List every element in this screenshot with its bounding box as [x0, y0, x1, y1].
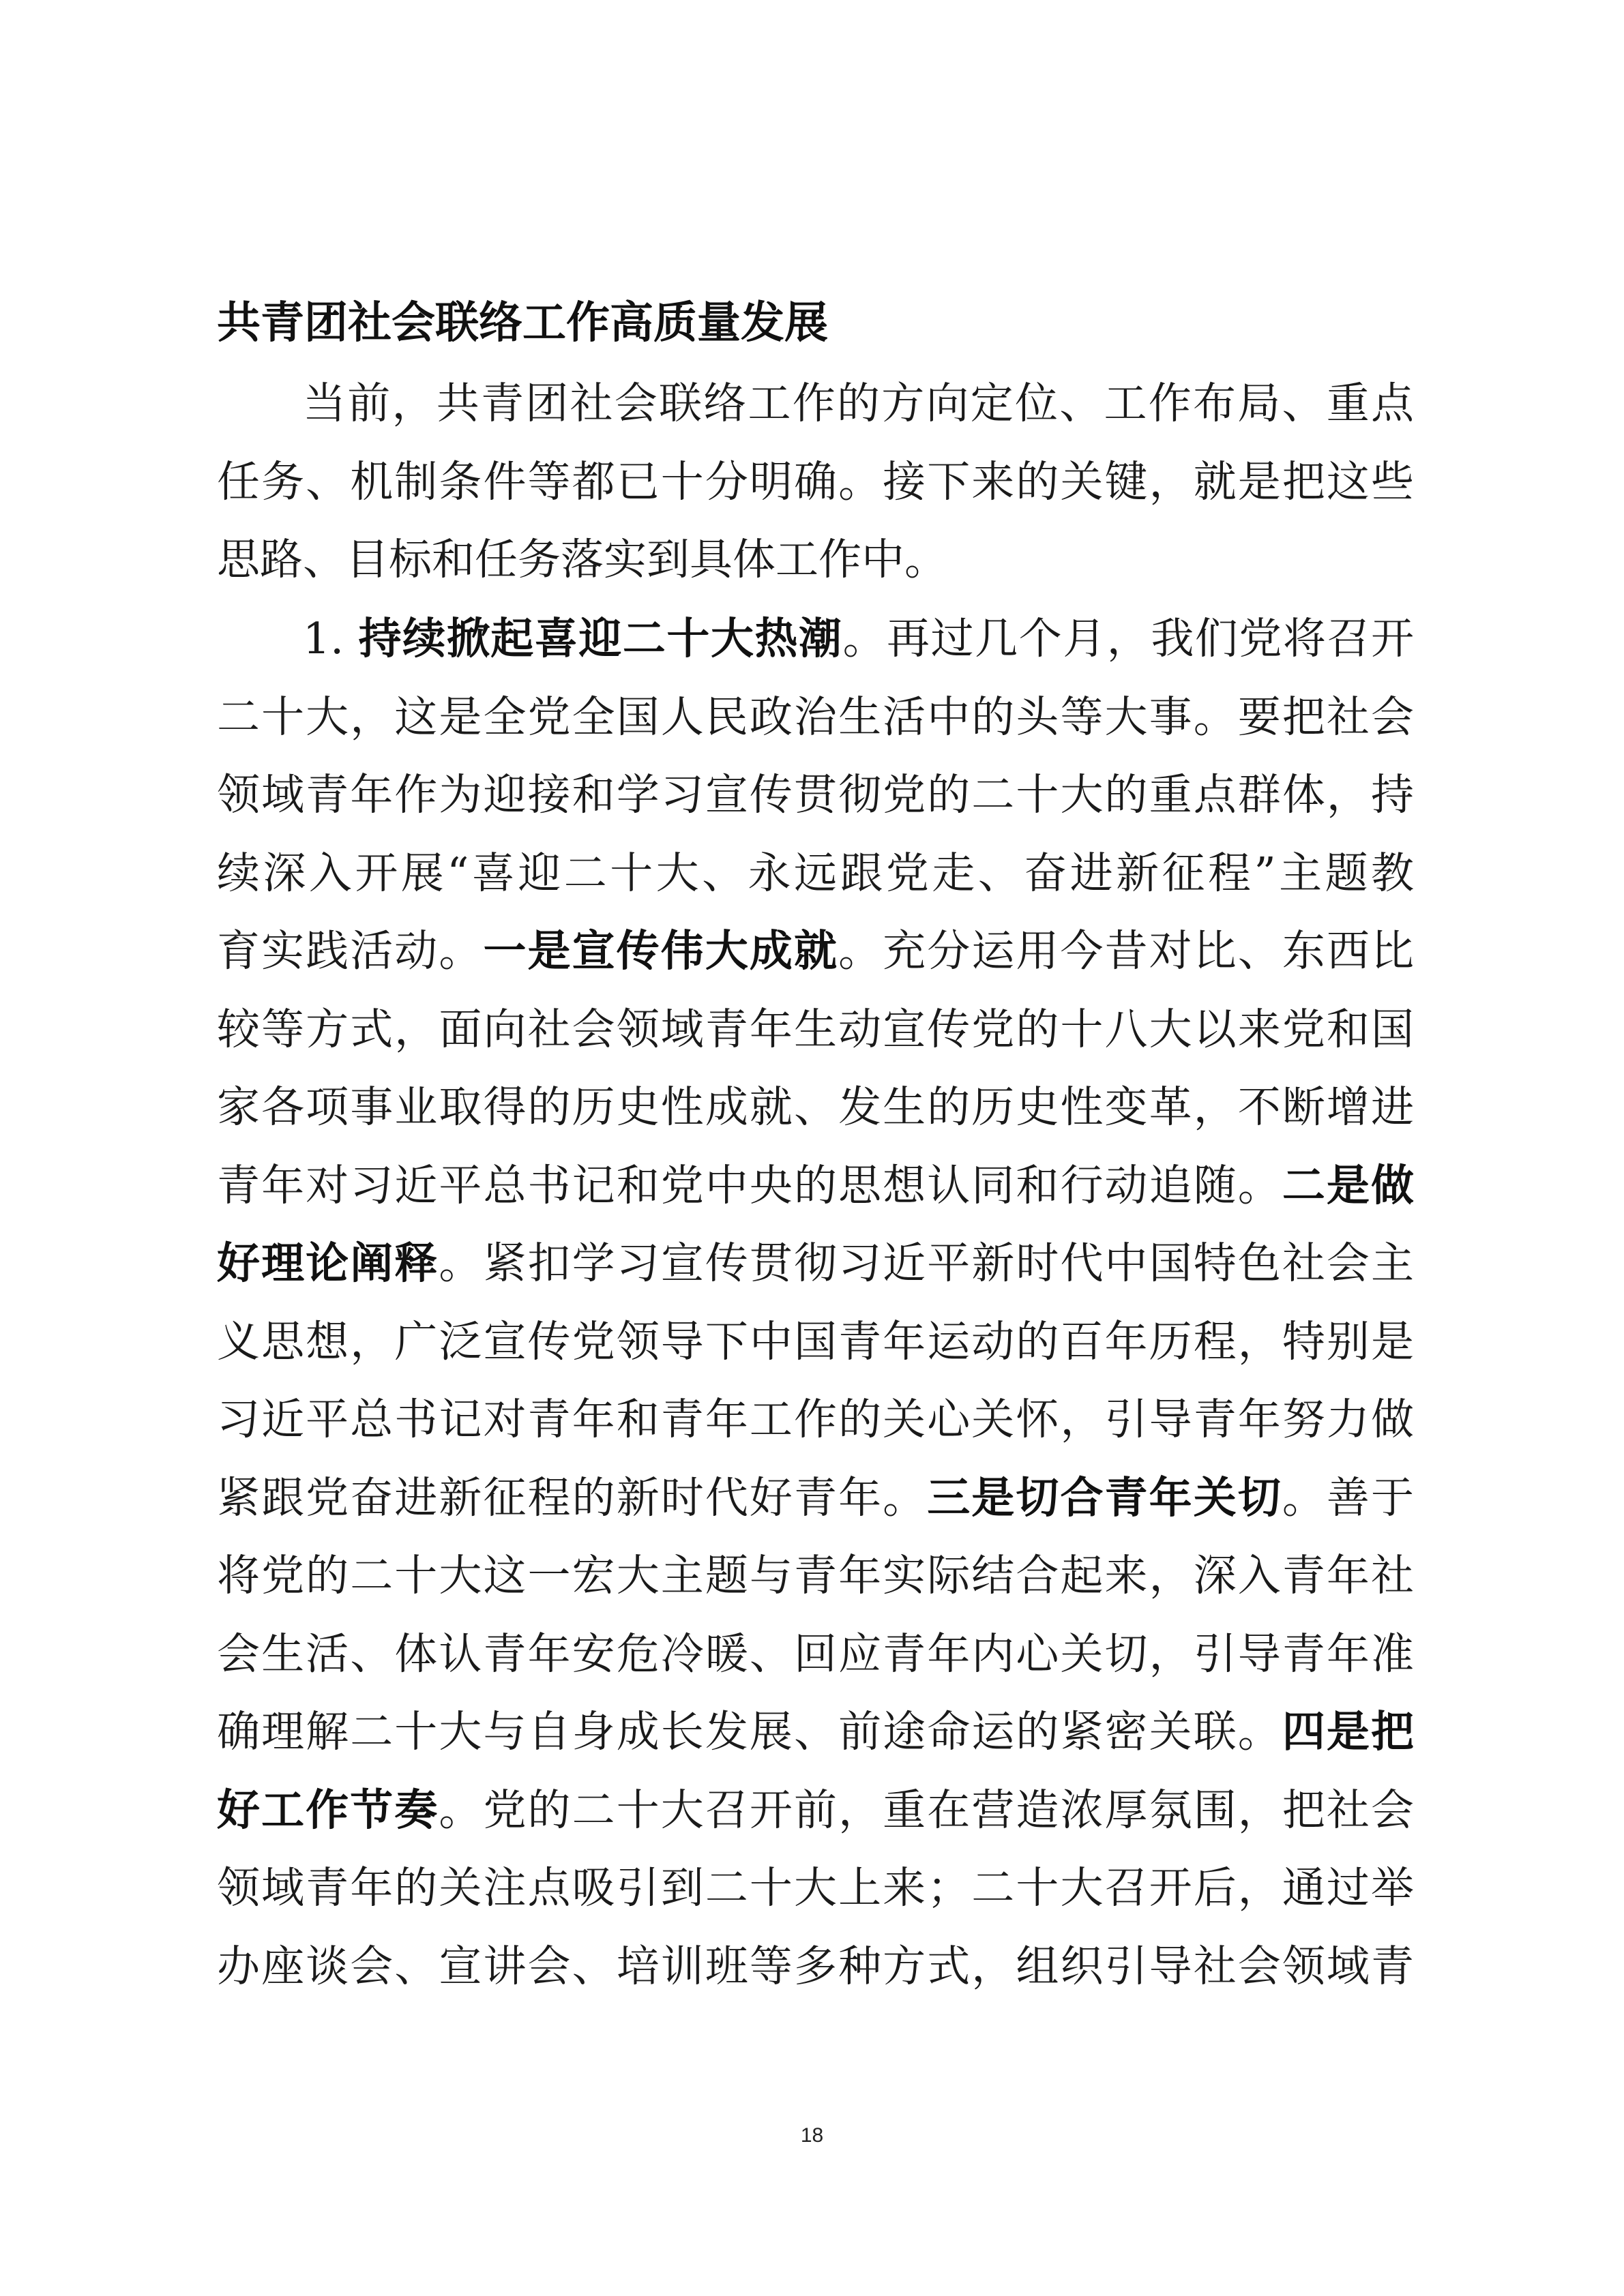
- body-line: 习近平总书记对青年和青年工作的关心关怀，引导青年努力做: [217, 1395, 1414, 1444]
- item-1-first-line: [217, 600, 1414, 679]
- text-run: 。善于: [1282, 1472, 1414, 1523]
- point-2-title-part-b: 好理论阐释: [217, 1238, 439, 1288]
- body-line: 将党的二十大这一宏大主题与青年实际结合起来，深入青年社: [217, 1551, 1414, 1600]
- point-4-title-part-b: 好工作节奏: [217, 1785, 439, 1835]
- body-line: 会生活、体认青年安危冷暖、回应青年内心关切，引导青年准: [217, 1628, 1414, 1679]
- item-1-paragraph: [217, 600, 1414, 2006]
- page-number: 18: [800, 2124, 824, 2147]
- intro-line: 思路、目标和任务落实到具体工作中。: [217, 535, 947, 584]
- body-line: 领域青年作为迎接和学习宣传贯彻党的二十大的重点群体，持: [217, 770, 1414, 820]
- point-3-title: 三是切合青年关切: [927, 1472, 1282, 1523]
- body-line: 二十大，这是全党全国人民政治生活中的头等大事。要把社会: [217, 691, 1414, 742]
- body-line: [217, 912, 1414, 991]
- text-run: 确理解二十大与自身成长发展、前途命运的紧密关联。: [217, 1707, 1282, 1757]
- body-line: [217, 1772, 1414, 1850]
- body-line: 义思想，广泛宣传党领导下中国青年运动的百年历程，特别是: [217, 1316, 1414, 1367]
- body-line: 办座谈会、宣讲会、培训班等多种方式，组织引导社会领域青: [217, 1941, 1414, 1991]
- item-1-number: 1.: [303, 614, 344, 664]
- body-line: [217, 1693, 1414, 1772]
- point-1-title: 一是宣传伟大成就: [483, 926, 839, 976]
- body-line: [217, 1225, 1414, 1303]
- text-run: 青年对习近平总书记和党中央的思想认同和行动追随。: [217, 1160, 1282, 1210]
- intro-line: 当前，共青团社会联络工作的方向定位、工作布局、重点: [303, 378, 1414, 428]
- body-line: [217, 1459, 1414, 1538]
- text-run: 。再过几个月，我们党将召开: [842, 614, 1414, 664]
- body-line: 家各项事业取得的历史性成就、发生的历史性变革，不断增进: [217, 1082, 1414, 1132]
- text-run: 。充分运用今昔对比、东西比: [838, 926, 1414, 976]
- body-line: 续深入开展“喜迎二十大、永远跟党走、奋进新征程”主题教: [217, 848, 1414, 898]
- body-line: 较等方式，面向社会领域青年生动宣传党的十八大以来党和国: [217, 1004, 1414, 1054]
- point-4-title-part-a: 四是把: [1282, 1707, 1414, 1757]
- intro-paragraph: [217, 365, 1414, 599]
- point-2-title-part-a: 二是做: [1282, 1160, 1414, 1210]
- body-line: 领域青年的关注点吸引到二十大上来；二十大召开后，通过举: [217, 1863, 1414, 1913]
- intro-line: 任务、机制条件等都已十分明确。接下来的关键，就是把这些: [217, 456, 1414, 507]
- text-run: 育实践活动。: [217, 926, 484, 976]
- text-run: 。党的二十大召开前，重在营造浓厚氛围，把社会: [439, 1785, 1414, 1835]
- section-heading: 共青团社会联络工作高质量发展: [217, 298, 828, 348]
- text-run: 。紧扣学习宣传贯彻习近平新时代中国特色社会主: [439, 1238, 1414, 1288]
- body-line: [217, 1147, 1414, 1225]
- item-1-title: 持续掀起喜迎二十大热潮: [358, 614, 843, 664]
- text-run: 紧跟党奋进新征程的新时代好青年。: [217, 1472, 928, 1523]
